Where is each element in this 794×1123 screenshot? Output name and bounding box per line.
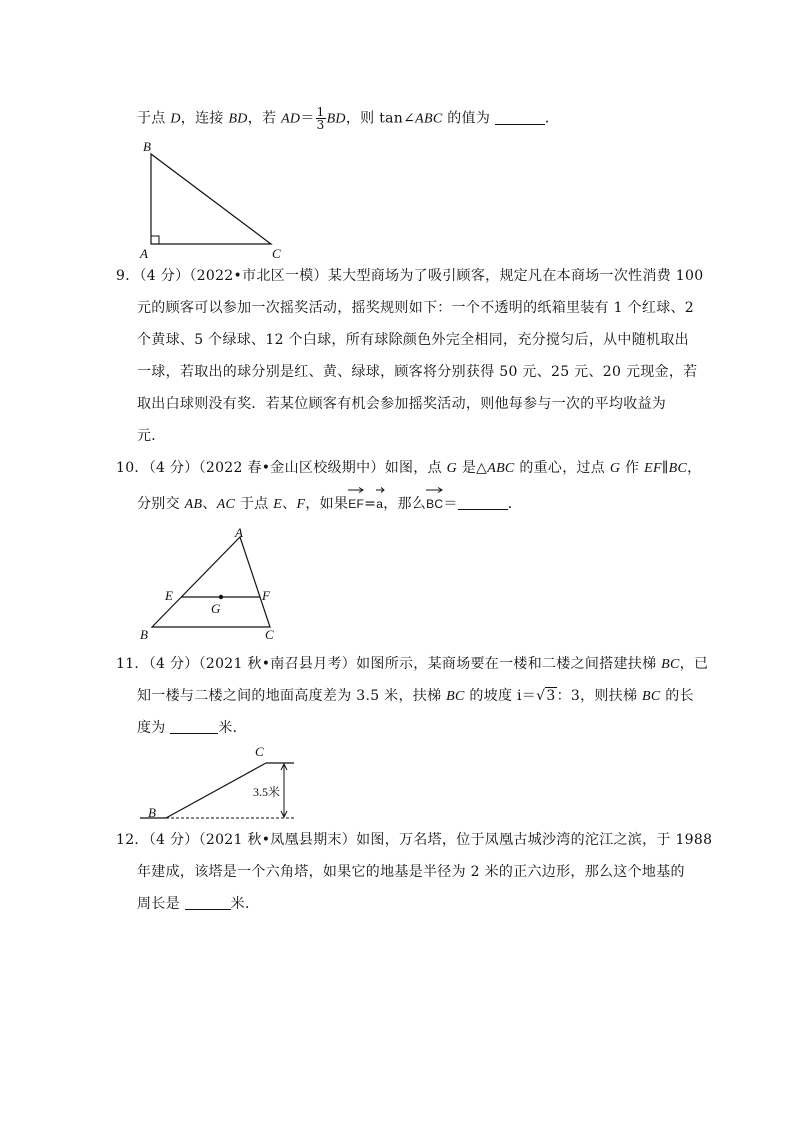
answer-blank	[495, 110, 545, 125]
centroid-point	[219, 595, 223, 599]
q10-line-1: 10．（4 分）（2022 春•金山区校级期中）如图，点 G 是△ABC 的重心，过点 G 作 EF∥BC，	[116, 460, 702, 476]
label-c: C	[255, 744, 264, 759]
answer-blank	[185, 895, 231, 910]
q11-escalator-figure	[138, 745, 298, 825]
q9-line-2: 元的顾客可以参加一次摇奖活动，摇奖规则如下：一个不透明的纸箱里装有 1 个红球、2	[137, 300, 695, 316]
square-root: √3	[536, 688, 556, 704]
answer-blank	[458, 495, 508, 510]
q8-right-triangle-figure	[138, 138, 288, 263]
q9-line-3: 个黄球、5 个绿球、12 个白球，所有球除颜色外完全相同，充分搅匀后，从中随机取出	[137, 332, 689, 348]
vector-ef: EF	[348, 494, 364, 514]
q11-line-3: 度为 米．	[137, 720, 247, 736]
vector-arrow-icon	[376, 487, 385, 493]
height-label: 3.5米	[253, 785, 281, 799]
label-a: A	[235, 525, 243, 540]
q8-text-line: 于点 D，连接 BD，若 AD＝ $\frac{1}{3}$ BD，则 tan∠ABC 的值为 ．	[137, 105, 560, 132]
right-angle-mark	[151, 236, 159, 244]
q11-line-2: 知一楼与二楼之间的地面高度差为 3.5 米，扶梯 BC 的坡度 i＝√3：3，则扶梯 BC 的长	[137, 688, 694, 704]
q12-line-2: 年建成，该塔是一个六角塔，如果它的地基是半径为 2 米的正六边形，那么这个地基的	[137, 864, 685, 880]
label-c: C	[272, 246, 281, 261]
vector-arrow-icon	[348, 487, 364, 493]
vector-arrow-icon	[426, 487, 443, 493]
label-e: E	[165, 588, 173, 603]
vector-a: a	[376, 494, 383, 514]
label-b: B	[148, 805, 156, 820]
q9-line-4: 一球，若取出的球分别是红、黄、绿球，顾客将分别获得 50 元、25 元、20 元现金，若	[137, 364, 698, 380]
escalator-bc	[166, 763, 266, 818]
q9-line-1: 9．（4 分）（2022•市北区一模）某大型商场为了吸引顾客，规定凡在本商场一次性消费 100	[116, 268, 704, 284]
triangle-abc	[151, 154, 271, 244]
q10-triangle-figure	[135, 525, 285, 645]
vector-bc: BC	[426, 494, 443, 514]
label-b: B	[140, 627, 148, 642]
q12-line-3: 周长是 米．	[137, 896, 260, 912]
label-b: B	[143, 139, 151, 154]
q9-line-6: 元．	[137, 428, 166, 444]
fraction: $\frac{1}{3}$	[316, 105, 325, 132]
q9-line-5: 取出白球则没有奖．若某位顾客有机会参加摇奖活动，则他每参与一次的平均收益为	[137, 396, 667, 412]
label-a: A	[140, 246, 148, 261]
q12-line-1: 12．（4 分）（2021 秋•凤凰县期末）如图，万名塔，位于凤凰古城沙湾的沱江之滨，于 1988	[116, 832, 713, 848]
label-g: G	[211, 601, 221, 616]
q10-line-2: 分别交 AB、AC 于点 E、F，如果 EF= a，那么 BC＝ ．	[137, 494, 522, 515]
q11-line-1: 11．（4 分）（2021 秋•南召县月考）如图所示，某商场要在一楼和二楼之间搭建扶梯 BC，已	[116, 656, 709, 672]
label-f: F	[262, 588, 270, 603]
answer-blank	[170, 719, 218, 734]
label-c: C	[265, 627, 274, 642]
